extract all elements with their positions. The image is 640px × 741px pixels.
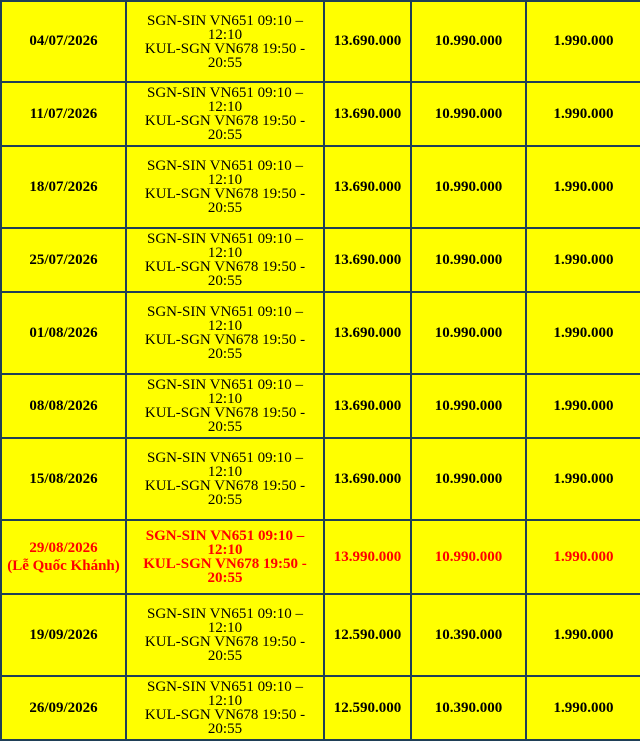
outbound-flight: SGN-SIN VN651 09:10 – 12:10 <box>147 304 303 334</box>
flight-info-cell <box>126 82 324 146</box>
table-row <box>1 676 640 740</box>
adult-price-cell: 12.590.000 <box>324 676 411 740</box>
adult-price-cell: 13.690.000 <box>324 374 411 438</box>
flight-info-cell <box>126 146 324 228</box>
departure-date: 26/09/2026 <box>29 699 98 716</box>
table-row <box>1 1 640 82</box>
child-price-cell: 10.390.000 <box>411 676 526 740</box>
adult-price-cell: 13.690.000 <box>324 292 411 374</box>
outbound-flight: SGN-SIN VN651 09:10 – 12:10 <box>147 377 303 407</box>
departure-date: 25/07/2026 <box>29 251 98 268</box>
infant-price-cell: 1.990.000 <box>526 594 640 676</box>
infant-price-cell: 1.990.000 <box>526 1 640 82</box>
flight-info-cell <box>126 292 324 374</box>
departure-date-cell <box>1 82 126 146</box>
departure-date-cell <box>1 594 126 676</box>
flight-info-cell <box>126 228 324 292</box>
table-row <box>1 594 640 676</box>
child-price-cell: 10.990.000 <box>411 82 526 146</box>
table-row <box>1 146 640 228</box>
return-flight: KUL-SGN VN678 19:50 - 20:55 <box>143 556 307 586</box>
child-price-cell: 10.990.000 <box>411 374 526 438</box>
table-row <box>1 374 640 438</box>
departure-date-cell <box>1 520 126 594</box>
infant-price-cell: 1.990.000 <box>526 438 640 520</box>
departure-date: 11/07/2026 <box>29 105 98 122</box>
flight-info-cell <box>126 594 324 676</box>
child-price-cell: 10.990.000 <box>411 520 526 594</box>
outbound-flight: SGN-SIN VN651 09:10 – 12:10 <box>147 679 303 709</box>
return-flight: KUL-SGN VN678 19:50 - 20:55 <box>144 259 306 289</box>
departure-date-cell <box>1 676 126 740</box>
table-row <box>1 520 640 594</box>
infant-price-cell: 1.990.000 <box>526 228 640 292</box>
return-flight: KUL-SGN VN678 19:50 - 20:55 <box>144 186 306 216</box>
departure-date-cell <box>1 438 126 520</box>
outbound-flight: SGN-SIN VN651 09:10 – 12:10 <box>147 450 303 480</box>
return-flight: KUL-SGN VN678 19:50 - 20:55 <box>144 707 306 737</box>
departure-date-cell <box>1 146 126 228</box>
flight-info-cell <box>126 676 324 740</box>
child-price-cell: 10.990.000 <box>411 1 526 82</box>
return-flight: KUL-SGN VN678 19:50 - 20:55 <box>144 113 306 143</box>
departure-date-cell <box>1 292 126 374</box>
infant-price-cell: 1.990.000 <box>526 520 640 594</box>
departure-date: 18/07/2026 <box>29 178 98 195</box>
infant-price-cell: 1.990.000 <box>526 292 640 374</box>
infant-price-cell: 1.990.000 <box>526 146 640 228</box>
departure-date: 04/07/2026 <box>29 33 98 49</box>
adult-price-cell: 12.590.000 <box>324 594 411 676</box>
outbound-flight: SGN-SIN VN651 09:10 – 12:10 <box>147 231 303 261</box>
return-flight: KUL-SGN VN678 19:50 - 20:55 <box>144 634 306 664</box>
departure-date-cell <box>1 1 126 82</box>
outbound-flight: SGN-SIN VN651 09:10 – 12:10 <box>147 606 303 636</box>
table-row <box>1 82 640 146</box>
infant-price-cell: 1.990.000 <box>526 676 640 740</box>
adult-price-cell: 13.690.000 <box>324 228 411 292</box>
return-flight: KUL-SGN VN678 19:50 - 20:55 <box>144 332 306 362</box>
outbound-flight: SGN-SIN VN651 09:10 – 12:10 <box>147 158 303 188</box>
outbound-flight: SGN-SIN VN651 09:10 – 12:10 <box>147 85 303 115</box>
infant-price-cell: 1.990.000 <box>526 374 640 438</box>
adult-price-cell: 13.690.000 <box>324 438 411 520</box>
departure-date-cell <box>1 374 126 438</box>
departure-date: 29/08/2026 <box>29 540 98 556</box>
flight-info-cell <box>126 438 324 520</box>
outbound-flight: SGN-SIN VN651 09:10 – 12:10 <box>145 528 305 558</box>
adult-price-cell: 13.690.000 <box>324 146 411 228</box>
flight-info-cell <box>126 520 324 594</box>
flight-info-cell <box>126 1 324 82</box>
outbound-flight: SGN-SIN VN651 09:10 – 12:10 <box>147 12 303 43</box>
return-flight: KUL-SGN VN678 19:50 - 20:55 <box>144 478 306 508</box>
departure-date: 19/09/2026 <box>29 626 98 643</box>
child-price-cell: 10.990.000 <box>411 146 526 228</box>
child-price-cell: 10.990.000 <box>411 228 526 292</box>
table-row <box>1 438 640 520</box>
child-price-cell: 10.390.000 <box>411 594 526 676</box>
return-flight: KUL-SGN VN678 19:50 - 20:55 <box>144 40 306 71</box>
table-row <box>1 228 640 292</box>
holiday-note: (Lễ Quốc Khánh) <box>7 558 120 574</box>
adult-price-cell: 13.990.000 <box>324 520 411 594</box>
child-price-cell: 10.990.000 <box>411 438 526 520</box>
return-flight: KUL-SGN VN678 19:50 - 20:55 <box>144 405 306 435</box>
departure-date: 08/08/2026 <box>29 397 98 414</box>
departure-date-cell <box>1 228 126 292</box>
departure-date: 15/08/2026 <box>29 470 98 487</box>
adult-price-cell: 13.690.000 <box>324 82 411 146</box>
infant-price-cell: 1.990.000 <box>526 82 640 146</box>
flight-info-cell <box>126 374 324 438</box>
departure-date: 01/08/2026 <box>29 324 98 341</box>
table-row <box>1 292 640 374</box>
schedule-rows <box>1 1 640 740</box>
child-price-cell: 10.990.000 <box>411 292 526 374</box>
adult-price-cell: 13.690.000 <box>324 1 411 82</box>
